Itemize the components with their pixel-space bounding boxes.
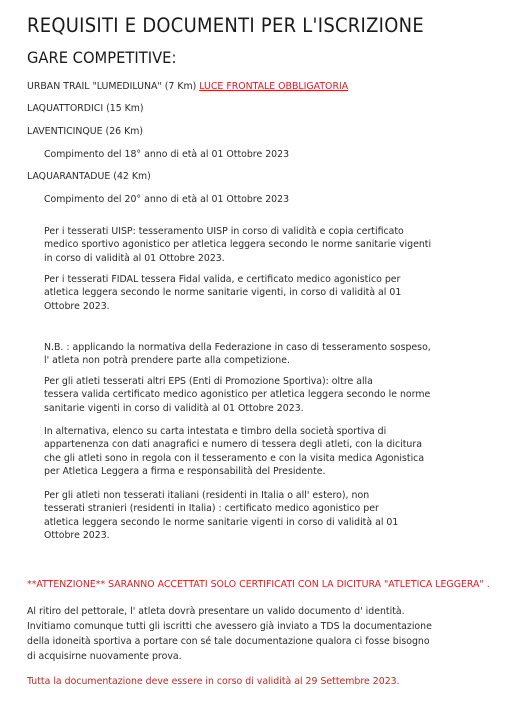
nb-line: l' atleta non potrà prendere parte alla competizione. — [44, 355, 290, 367]
attention-notice: **ATTENZIONE** SARANNO ACCETTATI SOLO CERTIFICATI CON LA DICITURA "ATLETICA LEGGERA" . — [27, 579, 490, 590]
final-validity-note: Tutta la documentazione deve essere in corso di validità al 29 Settembre 2023. — [27, 676, 400, 687]
ritiro-paragraph — [27, 604, 432, 664]
page-title: REQUISITI E DOCUMENTI PER L'ISCRIZIONE — [27, 14, 424, 37]
ritiro-line: della idoneità sportiva a portare con sé tale documentazione qualora ci fosse bisogno — [27, 636, 430, 647]
non-tesserati-line: tesserati stranieri (residenti in Italia) : certificato medico agonistico per — [44, 503, 379, 515]
eps-line: Per gli atleti tesserati altri EPS (Enti di Promozione Sportiva): oltre alla — [44, 376, 373, 387]
alternativa-line: che gli atleti sono in regola con il tesseramento e con la visita medica Agonistica — [44, 452, 425, 464]
non-tesserati-line: Ottobre 2023. — [44, 530, 110, 542]
race-laquarantadue: LAQUARANTADUE (42 Km) — [27, 171, 151, 182]
section-subtitle: GARE COMPETITIVE: — [27, 48, 177, 67]
alternativa-line: per Atletica Leggera a firma e responsabilità del Presidente. — [44, 466, 326, 478]
ritiro-line: Al ritiro del pettorale, l' atleta dovrà presentare un valido documento d' identità. — [27, 606, 405, 617]
alternativa-line: In alternativa, elenco su carta intestata e timbro della società sportiva di — [44, 426, 387, 437]
fidal-line: Ottobre 2023. — [44, 300, 110, 312]
headlamp-required-note: LUCE FRONTALE OBBLIGATORIA — [199, 81, 349, 92]
race-laquarantadue-age: Compimento del 20° anno di età al 01 Ottobre 2023 — [44, 194, 290, 205]
race-urban-trail-label: URBAN TRAIL "LUMEDILUNA" (7 Km) — [27, 81, 197, 92]
nb-line: N.B. : applicando la normativa della Federazione in caso di tesseramento sospeso, — [44, 342, 431, 353]
eps-line: sanitarie vigenti in corso di validità al 01 Ottobre 2023. — [44, 402, 304, 414]
eps-paragraph — [44, 375, 430, 415]
ritiro-line: di acquisirne nuovamente prova. — [27, 651, 182, 662]
race-urban-trail — [27, 80, 348, 93]
nb-paragraph — [44, 341, 431, 368]
alternativa-line: appartenenza con dati anagrafici e numero di tessera degli atleti, con la dicitura — [44, 439, 422, 451]
uisp-paragraph — [44, 225, 431, 265]
non-tesserati-line: atletica leggera secondo le norme sanitarie vigenti in corso di validità al 01 — [44, 516, 399, 528]
race-laventicinque: LAVENTICINQUE (26 Km) — [27, 126, 144, 137]
ritiro-line: Invitiamo comunque tutti gli iscritti che avessero già inviato a TDS la documentazione — [27, 621, 432, 632]
eps-line: tessera valida certificato medico agonistico per atletica leggera secondo le norme — [44, 389, 431, 401]
uisp-line: medico sportivo agonistico per atletica leggera secondo le norme sanitarie vigenti — [44, 239, 432, 251]
fidal-paragraph — [44, 273, 401, 313]
non-tesserati-line: Per gli atleti non tesserati italiani (residenti in Italia o all' estero), non — [44, 490, 370, 501]
fidal-line: Per i tesserati FIDAL tessera Fidal valida, e certificato medico agonistico per — [44, 274, 401, 285]
race-laventicinque-age: Compimento del 18° anno di età al 01 Ottobre 2023 — [44, 149, 290, 160]
uisp-line: in corso di validità al 01 Ottobre 2023. — [44, 252, 225, 264]
alternativa-paragraph — [44, 425, 424, 479]
non-tesserati-paragraph — [44, 489, 398, 543]
fidal-line: atletica leggera secondo le norme sanitarie vigenti, in corso di validità al 01 — [44, 287, 402, 299]
race-laquattordici: LAQUATTORDICI (15 Km) — [27, 103, 144, 114]
uisp-line: Per i tesserati UISP: tesseramento UISP in corso di validità e copia certificato — [44, 226, 404, 237]
